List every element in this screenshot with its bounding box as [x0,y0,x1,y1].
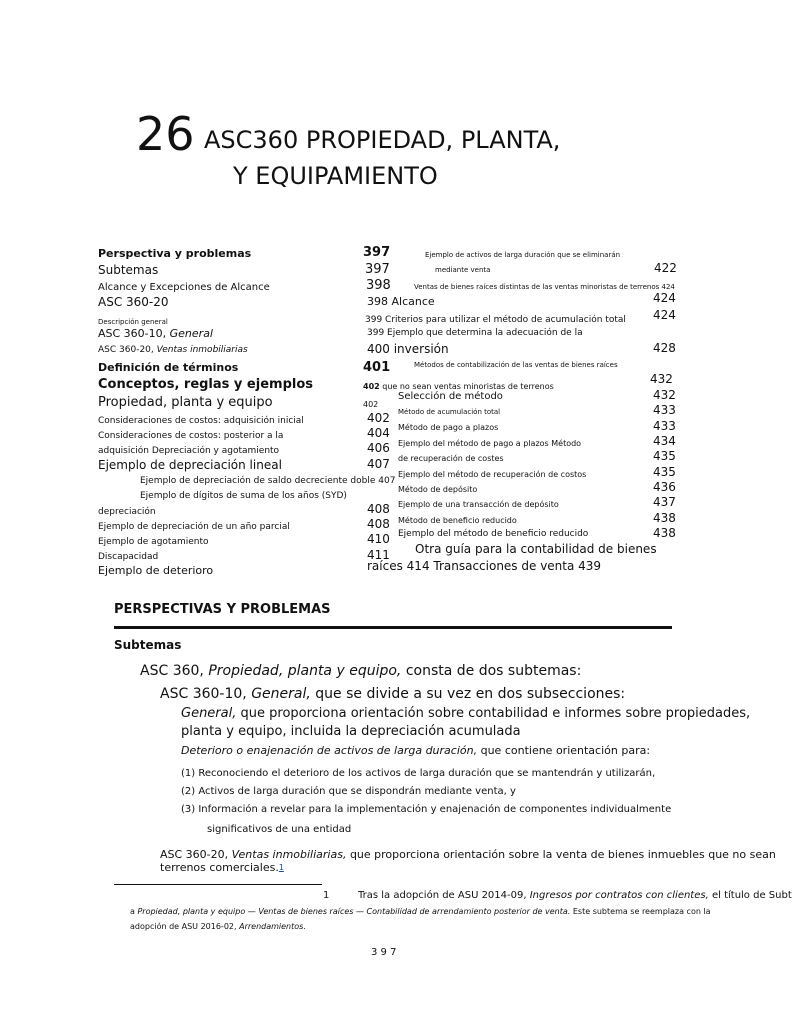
toc-ppe[interactable]: Propiedad, planta y equipo [98,395,273,410]
toc-page: 438 [653,511,676,525]
toc-asc-360-20-real-estate[interactable]: ASC 360-20, Ventas inmobiliarias [98,345,248,355]
toc-page: 402 [367,411,390,425]
chapter-title-line-1: ASC360 PROPIEDAD, PLANTA, [204,126,561,154]
toc-page: 432 [653,388,676,402]
list-item-3-cont: significativos de una entidad [207,824,352,835]
section-rule [114,626,672,629]
toc-overview[interactable]: Descripción general [98,318,168,326]
toc-page: 407 [367,457,390,471]
toc-deposit-example[interactable]: Ejemplo de una transacción de depósito [398,500,559,509]
toc-adequacy-example[interactable]: 399 Ejemplo que determina la adecuación de la [367,328,583,338]
list-item-3: (3) Información a revelar para la implementación y enajenación de componentes individualmente [181,804,672,815]
toc-depletion-example[interactable]: Ejemplo de agotamiento [98,537,209,547]
toc-cost-subsequent[interactable]: Consideraciones de costos: posterior a la [98,431,284,441]
toc-sale-transactions[interactable]: raíces 414 Transacciones de venta 439 [367,559,602,573]
toc-definitions[interactable]: Definición de términos [98,361,239,374]
footnote-line-2: a Propiedad, planta y equipo — Ventas de bienes raíces — Contabilidad de arrendamiento posterior de venta. Este subtema se reemplaza con la [130,907,711,916]
toc-accounting-methods[interactable]: Métodos de contabilización de las ventas de bienes raíces [414,361,618,369]
page-number: 3 9 7 [371,947,397,958]
toc-reduced-profit-example[interactable]: Ejemplo del método de beneficio reducido [398,529,589,539]
chapter-number: 26 [136,107,195,161]
toc-by-sale[interactable]: mediante venta [435,266,491,274]
toc-partial-year-example[interactable]: Ejemplo de depreciación de un año parcial [98,522,290,532]
toc-asc-360-10-general[interactable]: ASC 360-10, General [98,327,213,340]
toc-impairment-example[interactable]: Ejemplo de deterioro [98,564,214,577]
toc-page: 428 [653,341,676,355]
chapter-title-line-2: Y EQUIPAMIENTO [233,162,438,190]
toc-page: 435 [653,465,676,479]
toc-full-accrual-method[interactable]: Método de acumulación total [398,408,501,416]
toc-acquisition-depreciation[interactable]: adquisición Depreciación y agotamiento [98,446,280,456]
toc-deposit-method[interactable]: Método de depósito [398,485,478,494]
section-heading: PERSPECTIVAS Y PROBLEMAS [114,602,331,617]
toc-page: 406 [367,441,390,455]
paragraph-asc-360-10: ASC 360-10, General, que se divide a su vez en dos subsecciones: [160,686,626,702]
toc-scope-398[interactable]: 398 Alcance [367,295,435,308]
footnote-ref-link[interactable]: 1 [278,863,284,872]
toc-straight-line-example[interactable]: Ejemplo de depreciación lineal [98,458,282,472]
toc-page: 408 [367,517,390,531]
subheading-subtopics: Subtemas [114,638,182,652]
paragraph-asc-360: ASC 360, Propiedad, planta y equipo, consta de dos subtemas: [140,663,582,679]
toc-page: 402 [363,400,379,409]
toc-page: 437 [653,495,676,509]
toc-installment-example[interactable]: Ejemplo del método de pago a plazos Método [398,439,582,448]
toc-cost-recovery-example[interactable]: Ejemplo del método de recuperación de costos [398,470,587,479]
toc-impairment[interactable]: Discapacidad [98,552,159,562]
toc-page: 432 [650,372,673,386]
list-item-2: (2) Activos de larga duración que se dispondrán mediante venta, y [181,786,516,797]
list-item-1: (1) Reconociendo el deterioro de los activos de larga duración que se mantendrán y utilizarán, [181,768,656,779]
paragraph-impairment: Deterioro o enajenación de activos de larga duración, que contiene orientación para: [181,744,651,757]
toc-syd-example[interactable]: Ejemplo de dígitos de suma de los años (SYD) [140,491,347,501]
toc-asc-360-20[interactable]: ASC 360-20 [98,295,169,309]
toc-full-accrual-criteria[interactable]: 399 Criterios para utilizar el método de acumulación total [365,315,626,325]
toc-non-retail-land[interactable]: 402 que no sean ventas minoristas de terrenos [363,382,554,391]
footnote-line-1: Tras la adopción de ASU 2014-09, Ingresos por contratos con clientes, el título de Subt [358,890,792,901]
toc-page: 404 [367,426,390,440]
toc-depreciation[interactable]: depreciación [98,507,156,517]
toc-page: 398 [366,278,391,293]
toc-investment[interactable]: 400 inversión [367,342,449,356]
toc-page: 436 [653,480,676,494]
toc-page: 434 [653,434,676,448]
toc-perspective[interactable]: Perspectiva y problemas [98,247,252,260]
toc-page: 401 [363,360,391,375]
toc-ddb-example[interactable]: Ejemplo de depreciación de saldo decreciente doble 407 [140,476,396,486]
toc-concepts[interactable]: Conceptos, reglas y ejemplos [98,377,313,392]
toc-cost-initial[interactable]: Consideraciones de costos: adquisición inicial [98,416,304,426]
toc-page: 435 [653,449,676,463]
toc-page: 411 [367,548,390,562]
toc-method-selection[interactable]: Selección de método [398,391,503,402]
paragraph-general: General, que proporciona orientación sobre contabilidad e informes sobre propiedades, [181,706,751,721]
toc-page: 438 [653,526,676,540]
toc-page: 424 [653,308,676,322]
paragraph-general-cont: planta y equipo, incluida la depreciación acumulada [181,724,521,739]
paragraph-asc-360-20: ASC 360-20, Ventas inmobiliarias, que proporciona orientación sobre la venta de bienes inmuebles que no sean [160,848,776,861]
toc-assets-disposal[interactable]: Ejemplo de activos de larga duración que se eliminarán [425,251,621,259]
footnote-number: 1 [323,890,330,901]
toc-page: 397 [363,245,391,260]
toc-subtopics[interactable]: Subtemas [98,263,159,277]
toc-page: 408 [367,502,390,516]
toc-cost-recovery[interactable]: de recuperación de costes [398,454,504,463]
toc-other-guidance[interactable]: Otra guía para la contabilidad de bienes [415,542,657,556]
toc-page: 397 [365,262,390,277]
footnote-rule [114,884,322,885]
toc-scope[interactable]: Alcance y Excepciones de Alcance [98,282,270,293]
toc-page: 433 [653,403,676,417]
toc-page: 424 [653,291,676,305]
footnote-line-3: adopción de ASU 2016-02, Arrendamientos. [130,922,306,931]
paragraph-asc-360-20-cont: terrenos comerciales.1 [160,861,284,874]
toc-reduced-profit[interactable]: Método de beneficio reducido [398,516,517,525]
toc-page: 422 [654,261,677,275]
toc-page: 433 [653,419,676,433]
toc-installment-method[interactable]: Método de pago a plazos [398,423,499,432]
toc-page: 410 [367,532,390,546]
toc-non-retail-real-estate[interactable]: Ventas de bienes raíces distintas de las ventas minoristas de terrenos 424 [414,283,675,291]
